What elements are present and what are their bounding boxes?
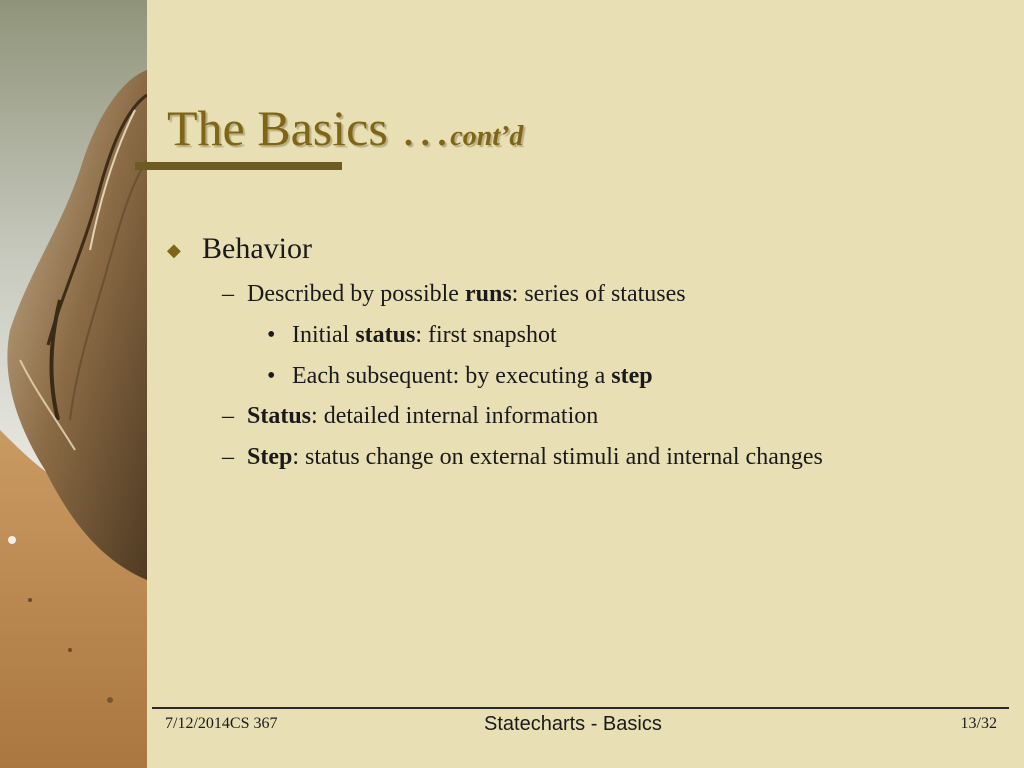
bullet-subsequent-bold: step [611,363,653,389]
bullet-subsequent-pre: Each subsequent: by executing a [292,363,612,389]
bullet-runs-bold: runs [464,281,512,307]
footer-page-number: 13/32 [960,715,997,732]
bullet-behavior [202,232,312,266]
bullet-runs-pre: Described by possible [247,281,465,307]
bullet-status [247,402,598,430]
bullet-runs [247,280,686,308]
bullet-initial-status [292,321,557,349]
title-underline [135,162,342,170]
bullet-step [247,443,823,471]
slide-title-main: The Basics … [167,100,451,156]
dash-bullet-icon: – [222,281,234,307]
bullet-initial-bold: status [355,322,416,348]
bullet-initial-pre: Initial [292,322,356,348]
slide-title-suffix: cont’d [450,121,524,152]
bullet-step-bold: Step [247,444,293,470]
bullet-runs-post: : series of statuses [511,281,686,307]
footer-title: Statecharts - Basics [484,713,662,735]
bullet-initial-post: : first snapshot [415,322,557,348]
decorative-driftwood-image [0,0,147,768]
dash-bullet-icon: – [222,444,234,470]
footer-date-course: 7/12/2014CS 367 [165,715,278,732]
bullet-each-subsequent [292,362,653,390]
diamond-bullet-icon: ◆ [167,240,181,260]
dot-bullet-icon: • [267,363,276,389]
footer-divider [152,707,1009,709]
bullet-step-post: : status change on external stimuli and internal changes [292,444,823,470]
dot-bullet-icon: • [267,322,276,348]
bullet-status-post: : detailed internal information [311,403,599,429]
slide-title [167,98,523,167]
slide-body [147,0,1024,768]
bullet-behavior-text: Behavior [202,232,312,265]
bullet-status-bold: Status [247,403,312,429]
dash-bullet-icon: – [222,403,234,429]
